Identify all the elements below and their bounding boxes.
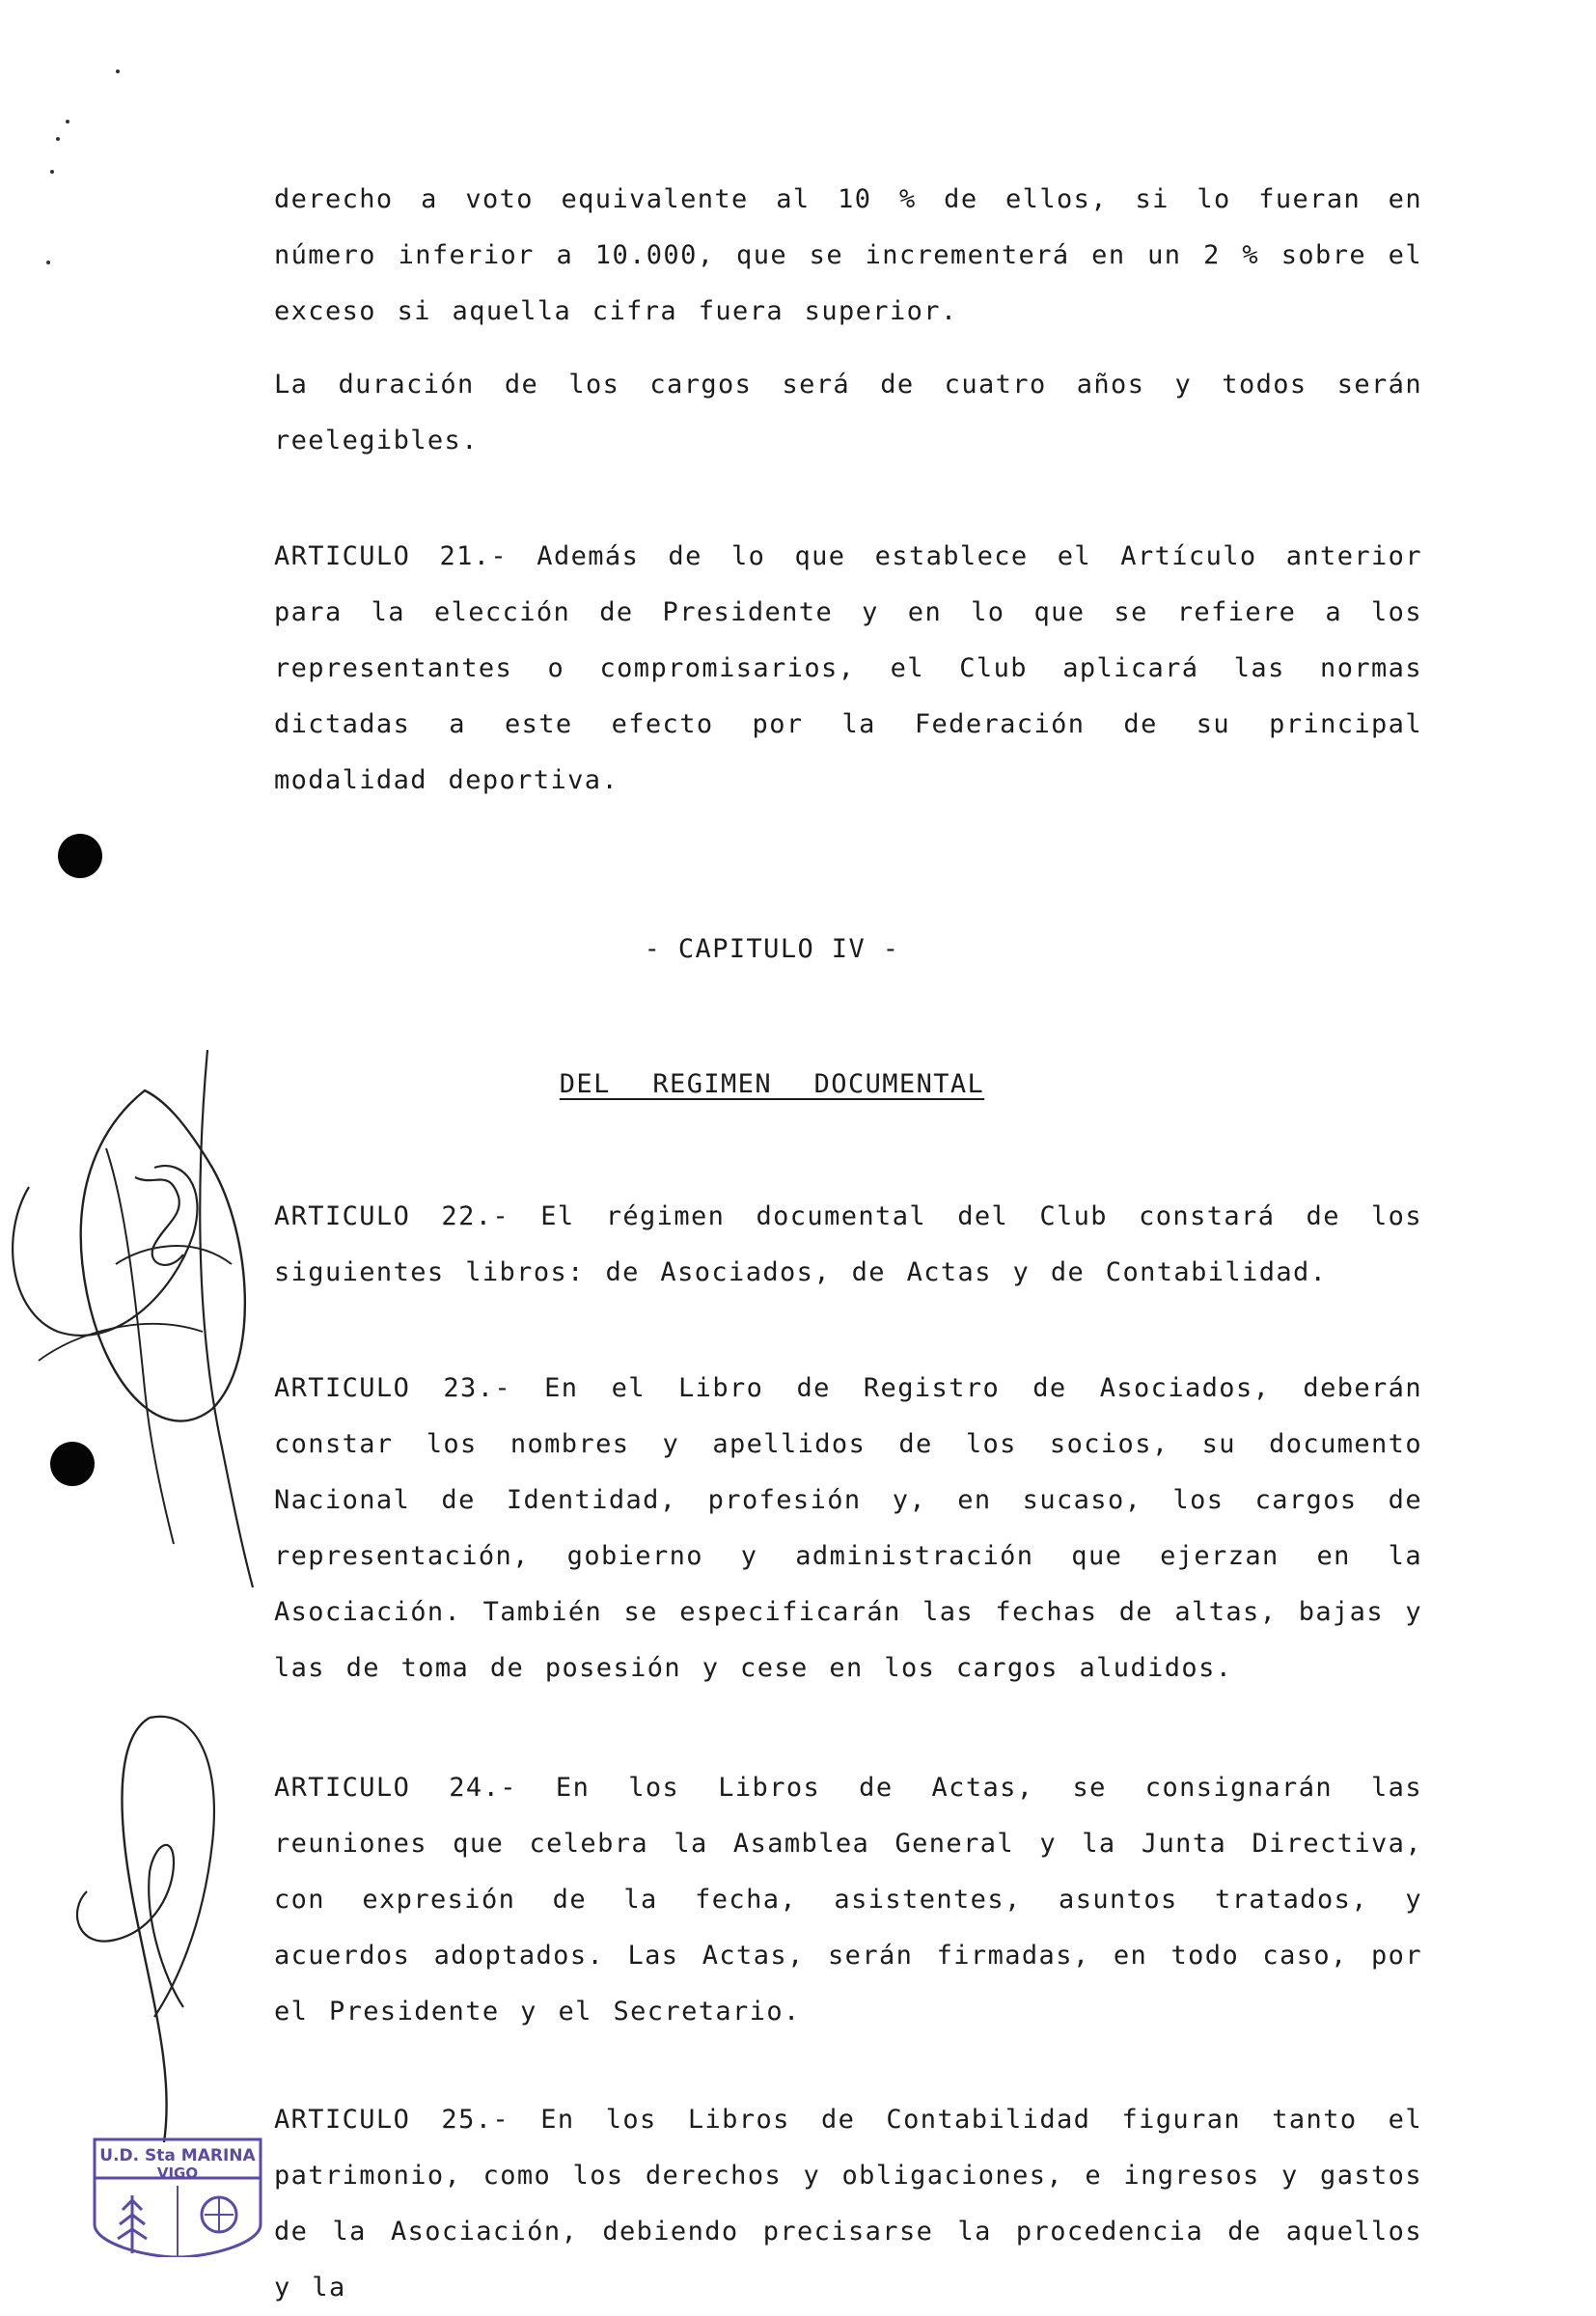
margin-speck <box>66 120 69 124</box>
paragraph-intro-2: La duración de los cargos será de cuatro años y todos serán reelegibles. <box>274 370 1422 455</box>
stamp-line-2: VIGO <box>156 2164 199 2182</box>
punch-hole-top <box>58 834 102 878</box>
margin-speck <box>46 261 50 264</box>
paragraph-intro-1: derecho a voto equivalente al 10 % de ellos, si lo fueran en número inferior a 10.000, que se incrementerá en un 2 % sobre el exceso si aquella cifra fuera superior. <box>274 184 1422 326</box>
stamp-line-1: U.D. Sta MARINA <box>99 2146 256 2165</box>
margin-speck <box>56 137 60 141</box>
chapter-heading: - CAPITULO IV - <box>644 934 900 964</box>
article-24: ARTICULO 24.- En los Libros de Actas, se consignarán las reuniones que celebra la Asamblea General y la Junta Directiva, con expresión de la fecha, asistentes, asuntos tratados, y acuerdos adoptados. Las Actas, serán firmadas, en todo caso, por el Presidente y el Secretario. <box>274 1773 1422 2026</box>
margin-speck <box>116 69 120 73</box>
signature-1 <box>0 1042 289 1592</box>
article-25: ARTICULO 25.- En los Libros de Contabilidad figuran tanto el patrimonio, como los derechos y obligaciones, e ingresos y gastos de la Asociación, debiendo precisarse la procedencia de aquellos y la <box>274 2105 1422 2302</box>
margin-speck <box>50 170 54 174</box>
chapter-title-text: DEL REGIMEN DOCUMENTAL <box>559 1069 985 1099</box>
article-23: ARTICULO 23.- En el Libro de Registro de Asociados, deberán constar los nombres y apellidos de los socios, su documento Nacional de Identidad, profesión y, en sucaso, los cargos de representación, gobierno y administración que ejerzan en la Asociación. También se especificarán las fechas de altas, bajas y las de toma de posesión y cese en los cargos aludidos. <box>274 1373 1422 1683</box>
signature-2 <box>58 1698 270 2152</box>
club-stamp <box>89 2137 266 2257</box>
article-21: ARTICULO 21.- Además de lo que establece el Artículo anterior para la elección de Presidente y en lo que se refiere a los representantes o compromisarios, el Club aplicará las normas dictadas a este efecto por la Federación de su principal modalidad deportiva. <box>274 541 1422 795</box>
article-22: ARTICULO 22.- El régimen documental del Club constará de los siguientes libros: de Asociados, de Actas y de Contabilidad. <box>274 1201 1422 1287</box>
